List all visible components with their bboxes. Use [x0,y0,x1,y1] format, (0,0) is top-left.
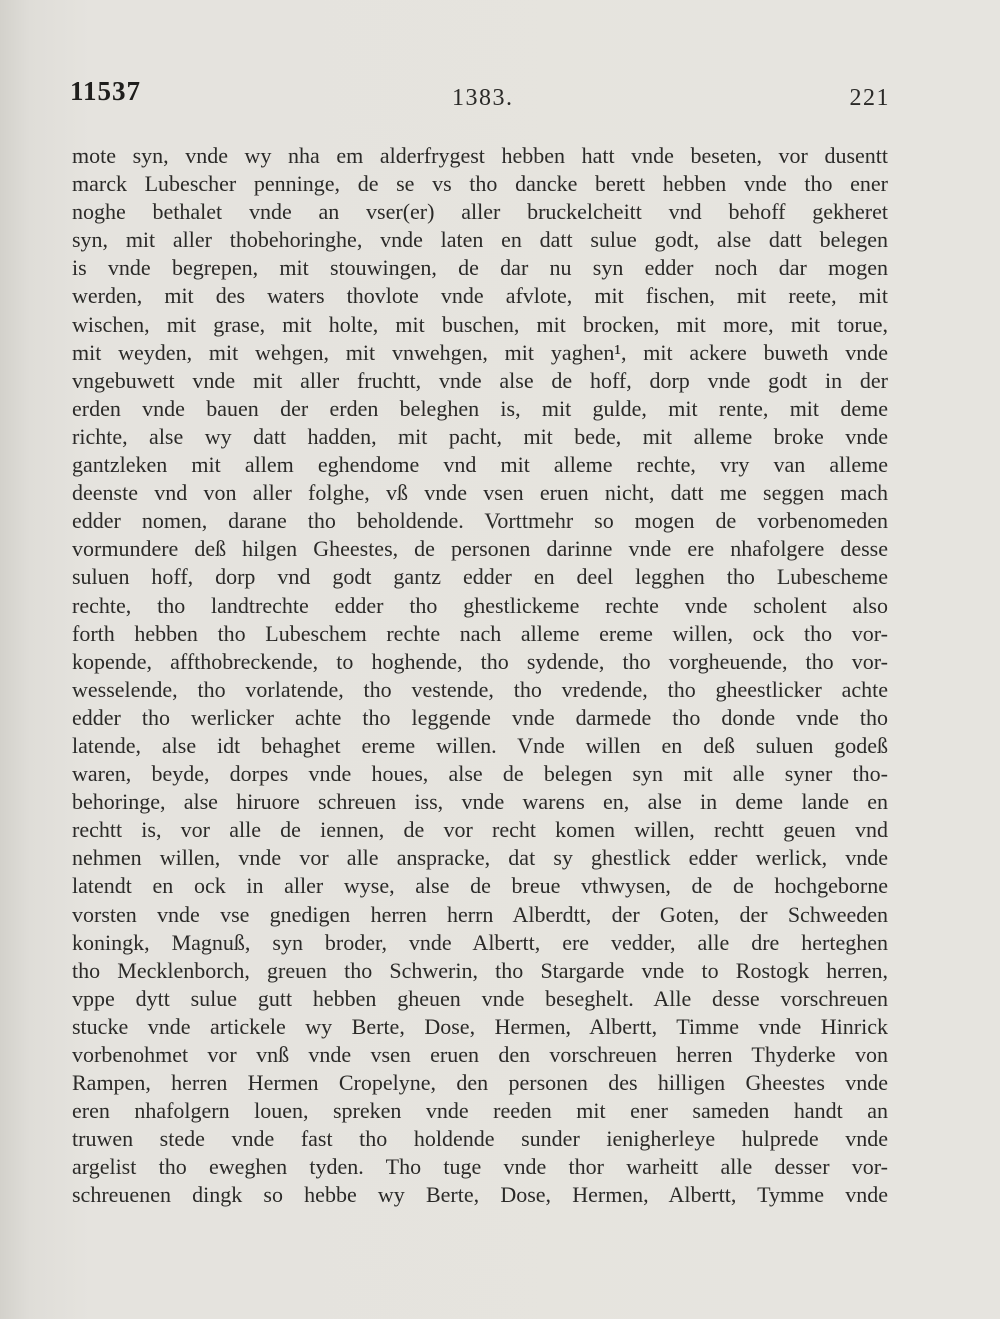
text-line: wesselende, tho vorlatende, tho vestende, tho vredende, tho gheestlicker achte [72,676,888,702]
text-line: wischen, mit grase, mit holte, mit buschen, mit brocken, mit more, mit torue, [72,311,888,337]
text-line: werden, mit des waters thovlote vnde afvlote, mit fischen, mit reete, mit [72,283,888,309]
text-line: gantzleken mit allem eghendome vnd mit alleme rechte, vry van alleme [72,452,888,478]
text-line: edder nomen, darane tho beholdende. Vorttmehr so mogen de vorbenomeden [72,508,888,534]
text-line: is vnde begrepen, mit stouwingen, de dar nu syn edder noch dar mogen [72,255,888,281]
document-year: 1383. [452,85,514,111]
text-line: truwen stede vnde fast tho holdende sunder ienigherleye hulprede vnde [72,1126,888,1152]
text-line: Rampen, herren Hermen Cropelyne, den personen des hilligen Gheestes vnde [72,1070,888,1096]
text-line: koningk, Magnuß, syn broder, vnde Albertt, ere vedder, alle dre herteghen [72,929,888,955]
text-line: tho Mecklenborch, greuen tho Schwerin, tho Stargarde vnde to Rostogk herren, [72,957,888,983]
text-line: mit weyden, mit wehgen, mit vnwehgen, mit yaghen¹, mit ackere buweth vnde [72,339,888,365]
text-line: latendt en ock in aller wyse, alse de breue vthwysen, de de hochgeborne [72,873,888,899]
text-line: eren nhafolgern louen, spreken vnde reeden mit ener sameden handt an [72,1098,888,1124]
text-line: suluen hoff, dorp vnd godt gantz edder en deel legghen tho Lubescheme [72,564,888,590]
document-body [72,142,888,1210]
text-line: schreuenen dingk so hebbe wy Berte, Dose, Hermen, Albertt, Tymme vnde [72,1182,888,1208]
text-line: mote syn, vnde wy nha em alderfrygest hebben hatt vnde beseten, vor dusentt [72,143,888,168]
text-line: marck Lubescher penninge, de se vs tho dancke berett hebben vnde tho ener [72,171,888,197]
text-line: vormundere deß hilgen Gheestes, de personen darinne vnde ere nhafolgere desse [72,536,888,562]
page-number: 221 [849,85,890,111]
text-line: richte, alse wy datt hadden, mit pacht, mit bede, mit alleme broke vnde [72,423,888,449]
text-line: vppe dytt sulue gutt hebben gheuen vnde beseghelt. Alle desse vorschreuen [72,985,888,1011]
text-line: nehmen willen, vnde vor alle anspracke, dat sy ghestlick edder werlick, vnde [72,845,888,871]
document-number: 11537 [70,76,142,106]
text-line: syn, mit aller thobehoringhe, vnde laten en datt sulue godt, alse datt belegen [72,227,888,253]
text-line: behoringe, alse hiruore schreuen iss, vnde warens en, alse in deme lande en [72,789,888,815]
text-line: noghe bethalet vnde an vser(er) aller bruckelcheitt vnd behoff gekheret [72,199,888,225]
text-line: latende, alse idt behaghet ereme willen. Vnde willen en deß suluen godeß [72,732,888,758]
text-line: waren, beyde, dorpes vnde houes, alse de belegen syn mit alle syner tho- [72,761,888,787]
text-line: rechtt is, vor alle de iennen, de vor recht komen willen, rechtt geuen vnd [72,817,888,843]
text-line: forth hebben tho Lubeschem rechte nach alleme ereme willen, ock tho vor- [72,620,888,646]
text-line: erden vnde bauen der erden beleghen is, mit gulde, mit rente, mit deme [72,395,888,421]
text-line: vngebuwett vnde mit aller fruchtt, vnde alse de hoff, dorp vnde godt in der [72,367,888,393]
text-line: stucke vnde artickele wy Berte, Dose, Hermen, Albertt, Timme vnde Hinrick [72,1013,888,1039]
text-line: kopende, affthobreckende, to hoghende, tho sydende, tho vorgheuende, tho vor- [72,648,888,674]
text-line: edder tho werlicker achte tho leggende vnde darmede tho donde vnde tho [72,704,888,730]
text-line: deenste vnd von aller folghe, vß vnde vsen eruen nicht, datt me seggen mach [72,480,888,506]
text-line: rechte, tho landtrechte edder tho ghestlickeme rechte vnde scholent also [72,592,888,618]
text-line: vorbenohmet vor vnß vnde vsen eruen den vorschreuen herren Thyderke von [72,1042,888,1067]
text-line: argelist tho eweghen tyden. Tho tuge vnde thor warheitt alle desser vor- [72,1154,888,1180]
text-line: vorsten vnde vse gnedigen herren herrn Alberdtt, der Goten, der Schweeden [72,901,888,927]
